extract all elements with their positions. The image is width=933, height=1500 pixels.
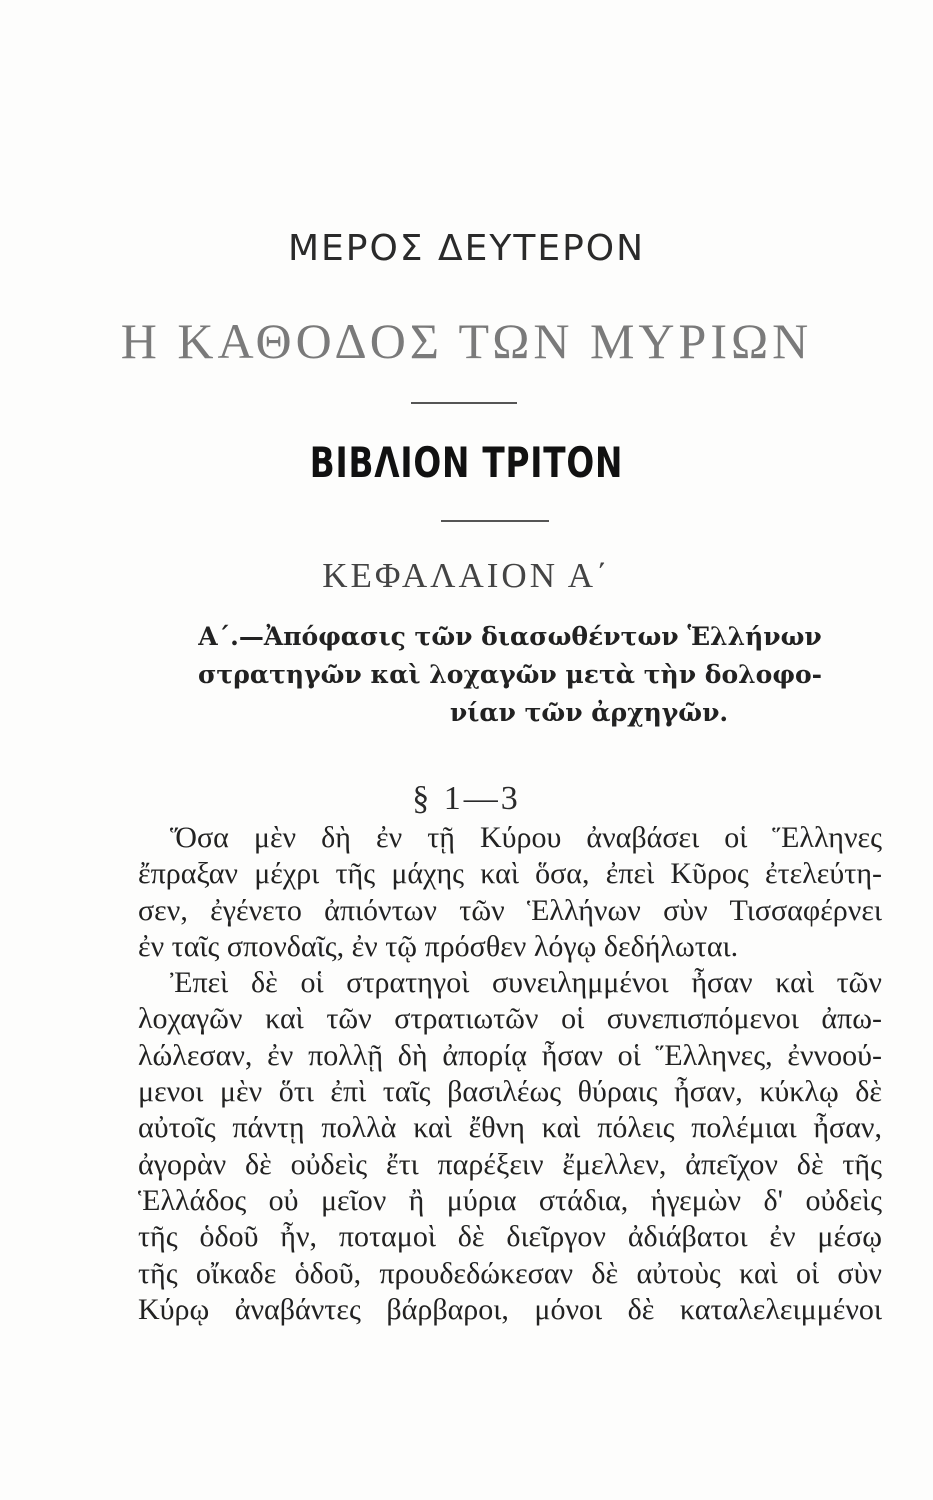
- title-divider-lower: [441, 520, 549, 522]
- text-line: σεν, ἐγένετο ἀπιόντων τῶν Ἑλλήνων σὺν Τισσαφέρνει: [138, 893, 882, 927]
- chapter-summary: [160, 618, 860, 732]
- text-line: τῆς ὁδοῦ ἦν, ποταμοὶ δὲ διεῖργον ἀδιάβατοι ἐν μέσῳ: [138, 1220, 882, 1254]
- chapter-title: ΚΕΦΑΛΑΙΟΝ Α΄: [322, 556, 611, 595]
- text-line: ἔπραξαν μέχρι τῆς μάχης καὶ ὅσα, ἐπεὶ Κῦρος ἐτελεύτη-: [138, 857, 882, 891]
- text-line: Κύρῳ ἀναβάντες βάρβαροι, μόνοι δὲ καταλελειμμένοι: [138, 1292, 882, 1326]
- paragraph-1: [138, 820, 882, 965]
- text-line: Ἐπεὶ δὲ οἱ στρατηγοὶ συνειλημμένοι ἦσαν καὶ τῶν: [170, 966, 882, 1000]
- text-line: αὐτοῖς πάντῃ πολλὰ καὶ ἔθνη καὶ πόλεις πολέμιαι ἦσαν,: [138, 1111, 882, 1145]
- book-title: ΒΙΒΛΙΟΝ ΤΡΙΤΟΝ: [309, 438, 624, 487]
- paragraph-2: [138, 965, 882, 1328]
- text-line: λώλεσαν, ἐν πολλῇ δὴ ἀπορίᾳ ἦσαν οἱ Ἕλληνες, ἐννοού-: [138, 1038, 882, 1072]
- summary-line: Α΄.—Ἀπόφασις τῶν διασωθέντων Ἑλλήνων: [198, 622, 822, 651]
- text-line: ἀγορὰν δὲ οὐδεὶς ἔτι παρέξειν ἔμελλεν, ἀπεῖχον δὲ τῆς: [138, 1147, 882, 1181]
- text-line: τῆς οἴκαδε ὁδοῦ, προυδεδώκεσαν δὲ αὐτοὺς καὶ οἱ σὺν: [138, 1256, 882, 1290]
- text-line: λοχαγῶν καὶ τῶν στρατιωτῶν οἱ συνεπισπόμενοι ἀπω-: [138, 1002, 882, 1036]
- title-divider-upper: [411, 402, 517, 404]
- summary-line: νίαν τῶν ἀρχηγῶν.: [449, 698, 729, 727]
- section-mark: § 1—3: [412, 780, 521, 817]
- work-title: Η ΚΑΘΟΔΟΣ ΤΩΝ ΜΥΡΙΩΝ: [120, 313, 813, 369]
- text-line: μενοι μὲν ὅτι ἐπὶ ταῖς βασιλέως θύραις ἦσαν, κύκλῳ δὲ: [138, 1075, 882, 1109]
- summary-line: στρατηγῶν καὶ λοχαγῶν μετὰ τὴν δολοφο-: [197, 660, 823, 689]
- text-line: Ὅσα μὲν δὴ ἐν τῇ Κύρου ἀναβάσει οἱ Ἕλληνες: [170, 821, 882, 854]
- body-text: [138, 820, 882, 1328]
- text-line: Ἑλλάδος οὐ μεῖον ἢ μύρια στάδια, ἡγεμὼν δ' οὐδεὶς: [138, 1183, 882, 1217]
- part-title: ΜΕΡΟΣ ΔΕΥΤΕΡΟΝ: [287, 228, 646, 269]
- text-line: ἐν ταῖς σπονδαῖς, ἐν τῷ πρόσθεν λόγῳ δεδήλωται.: [138, 929, 739, 963]
